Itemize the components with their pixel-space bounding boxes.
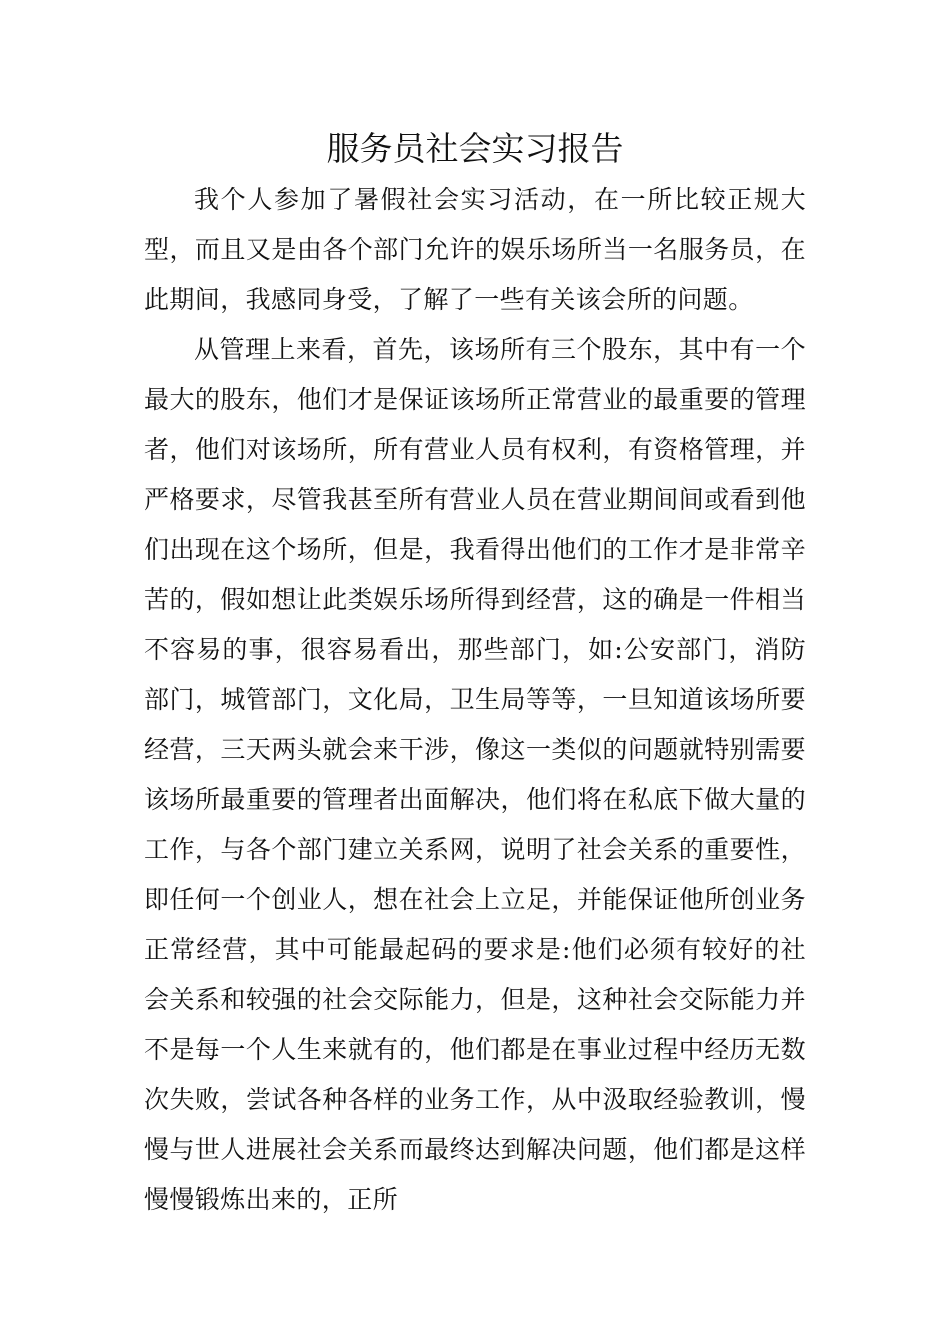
document-title: 服务员社会实习报告	[326, 129, 624, 168]
paragraph: 我个人参加了暑假社会实习活动，在一所比较正规大型，而且又是由各个部门允许的娱乐场所当一名服务员，在此期间，我感同身受，了解了一些有关该会所的问题。	[144, 185, 806, 314]
document-body	[144, 175, 806, 1225]
paragraph: 从管理上来看，首先，该场所有三个股东，其中有一个最大的股东，他们才是保证该场所正常营业的最重要的管理者，他们对该场所，所有营业人员有权利，有资格管理，并严格要求，尽管我甚至所有营业人员在营业期间间或看到他们出现在这个场所，但是，我看得出他们的工作才是非常辛苦的，假如想让此类娱乐场所得到经营，这的确是一件相当不容易的事，很容易看出，那些部门，如:公安部门，消防部门，城管部门，文化局，卫生局等等，一旦知道该场所要经营，三天两头就会来干涉，像这一类似的问题就特别需要该场所最重要的管理者出面解决，他们将在私底下做大量的工作，与各个部门建立关系网，说明了社会关系的重要性，即任何一个创业人，想在社会上立足，并能保证他所创业务正常经营，其中可能最起码的要求是:他们必须有较好的社会关系和较强的社会交际能力，但是，这种社会交际能力并不是每一个人生来就有的，他们都是在事业过程中经历无数次失败，尝试各种各样的业务工作，从中汲取经验教训，慢慢与世人进展社会关系而最终达到解决问题，他们都是这样慢慢锻炼出来的，正所	[144, 335, 806, 1214]
